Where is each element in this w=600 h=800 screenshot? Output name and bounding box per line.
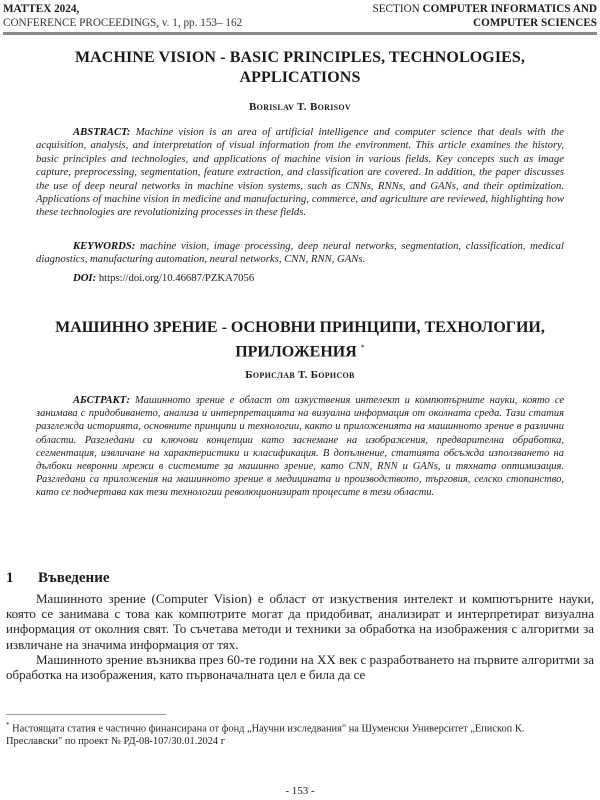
running-head-left	[3, 2, 242, 30]
keywords-english	[36, 240, 564, 267]
footnote-mark: *	[6, 721, 10, 729]
footnote-text: Настоящата статия е частично финансирана от фонд „Научни изследвания" на Шуменски Университет „Епископ К. Преславски" по проект № РД-08-107/30.01.2024 г	[6, 723, 525, 747]
keywords-text: machine vision, image processing, deep neural networks, segmentation, classification, medical diagnostics, manufacturing automation, neural networks, CNN, RNN, GANs.	[36, 240, 564, 266]
keywords-label: KEYWORDS:	[73, 240, 136, 252]
header-divider	[3, 32, 597, 35]
running-head	[3, 2, 597, 32]
abstract-label-bulgarian: АБСТРАКТ:	[73, 395, 131, 406]
running-head-right	[373, 2, 598, 30]
title-footnote-mark[interactable]: *	[360, 343, 365, 352]
doi-link[interactable]: https://doi.org/10.46687/PZKA7056	[96, 272, 255, 284]
section-heading	[6, 570, 110, 587]
footnote	[6, 719, 570, 748]
section-name-line2: COMPUTER SCIENCES	[472, 17, 597, 29]
paper-title-english: MACHINE VISION - BASIC PRINCIPLES, TECHNOLOGIES, APPLICATIONS	[74, 49, 526, 86]
abstract-text: Machine vision is an area of artificial intelligence and computer science that deals with the acquisition, analysis, and interpretation of visual information from the environment. This article examines the history, basic principles and technologies, and applications of machine vision in various fields. Key concepts such as image capture, preprocessing, segmentation, feature extraction, and classification are covered. In addition, the paper discusses the use of deep neural networks in machine vision systems, such as CNNs, RNNs, and GANs, and their optimization. Applications of machine vision in medicine and manufacturing, commerce, and agriculture are reviewed, highlighting how these technologies are revolutionizing processes in these fields.	[36, 126, 564, 219]
proceedings-info: CONFERENCE PROCEEDINGS, v. 1, pp. 153– 162	[3, 17, 243, 29]
author-bulgarian: Борислав Т. Борисов	[245, 369, 355, 381]
conference-name: MATTEX 2024,	[3, 3, 80, 15]
footnote-divider	[6, 714, 166, 715]
title-bulgarian-text: МАШИННО ЗРЕНИЕ - ОСНОВНИ ПРИНЦИПИ, ТЕХНОЛОГИИ, ПРИЛОЖЕНИЯ	[55, 319, 545, 361]
section-number: 1	[6, 570, 14, 586]
section-prefix: SECTION	[372, 3, 420, 15]
abstract-bulgarian	[36, 394, 564, 500]
section-title: Въведение	[38, 570, 110, 586]
abstract-text-bulgarian: Машинното зрение е област от изкуствения интелект и компютърните науки, която се занимава с придобиването, анализа и интерпретацията на визуална информация от околната среда. Тази статия разглежда историята, основните принципи и технологии, както и приложенията на машинното зрение в различни области. Разгледани са ключови концепции като заснемане на изображения, предварителна обработка, сегментация, извличане на характеристики и класификация. В допълнение, статията обсъжда използването на дълбоки невронни мрежи в системите за машинно зрение, като CNN, RNN и GANs, и тяхната оптимизация. Разгледани са приложения на машинното зрение в медицината и производството, търговия, селско стопанство, като се подчертава как тези технологии революционизират процесите в тези области.	[36, 395, 564, 499]
doi-label: DOI:	[73, 272, 97, 284]
doi	[36, 272, 564, 285]
paper-title-bulgarian	[20, 318, 580, 362]
section-label	[373, 2, 598, 16]
page-number: - 153 -	[285, 785, 315, 797]
author-english: Borislav T. Borisov	[249, 101, 351, 113]
abstract-english	[36, 126, 564, 220]
abstract-label: ABSTRACT:	[73, 126, 131, 138]
section-name-line1: COMPUTER INFORMATICS AND	[422, 3, 597, 15]
body-paragraph: Машинното зрение (Computer Vision) е област от изкуствения интелект и компютърните науки, която се занимава с това как компютрите могат да придобиват, анализират и интерпретират визуална информация от околния свят. То съчетава методи и техники за обработка на изображения с алгоритми за извличане на значима информация от тях.	[6, 591, 594, 652]
body-paragraph: Машинното зрение възниква през 60-те години на XX век с разработването на първите алгоритми за обработка на изображения, като първоначалната цел е била да се	[6, 652, 594, 683]
